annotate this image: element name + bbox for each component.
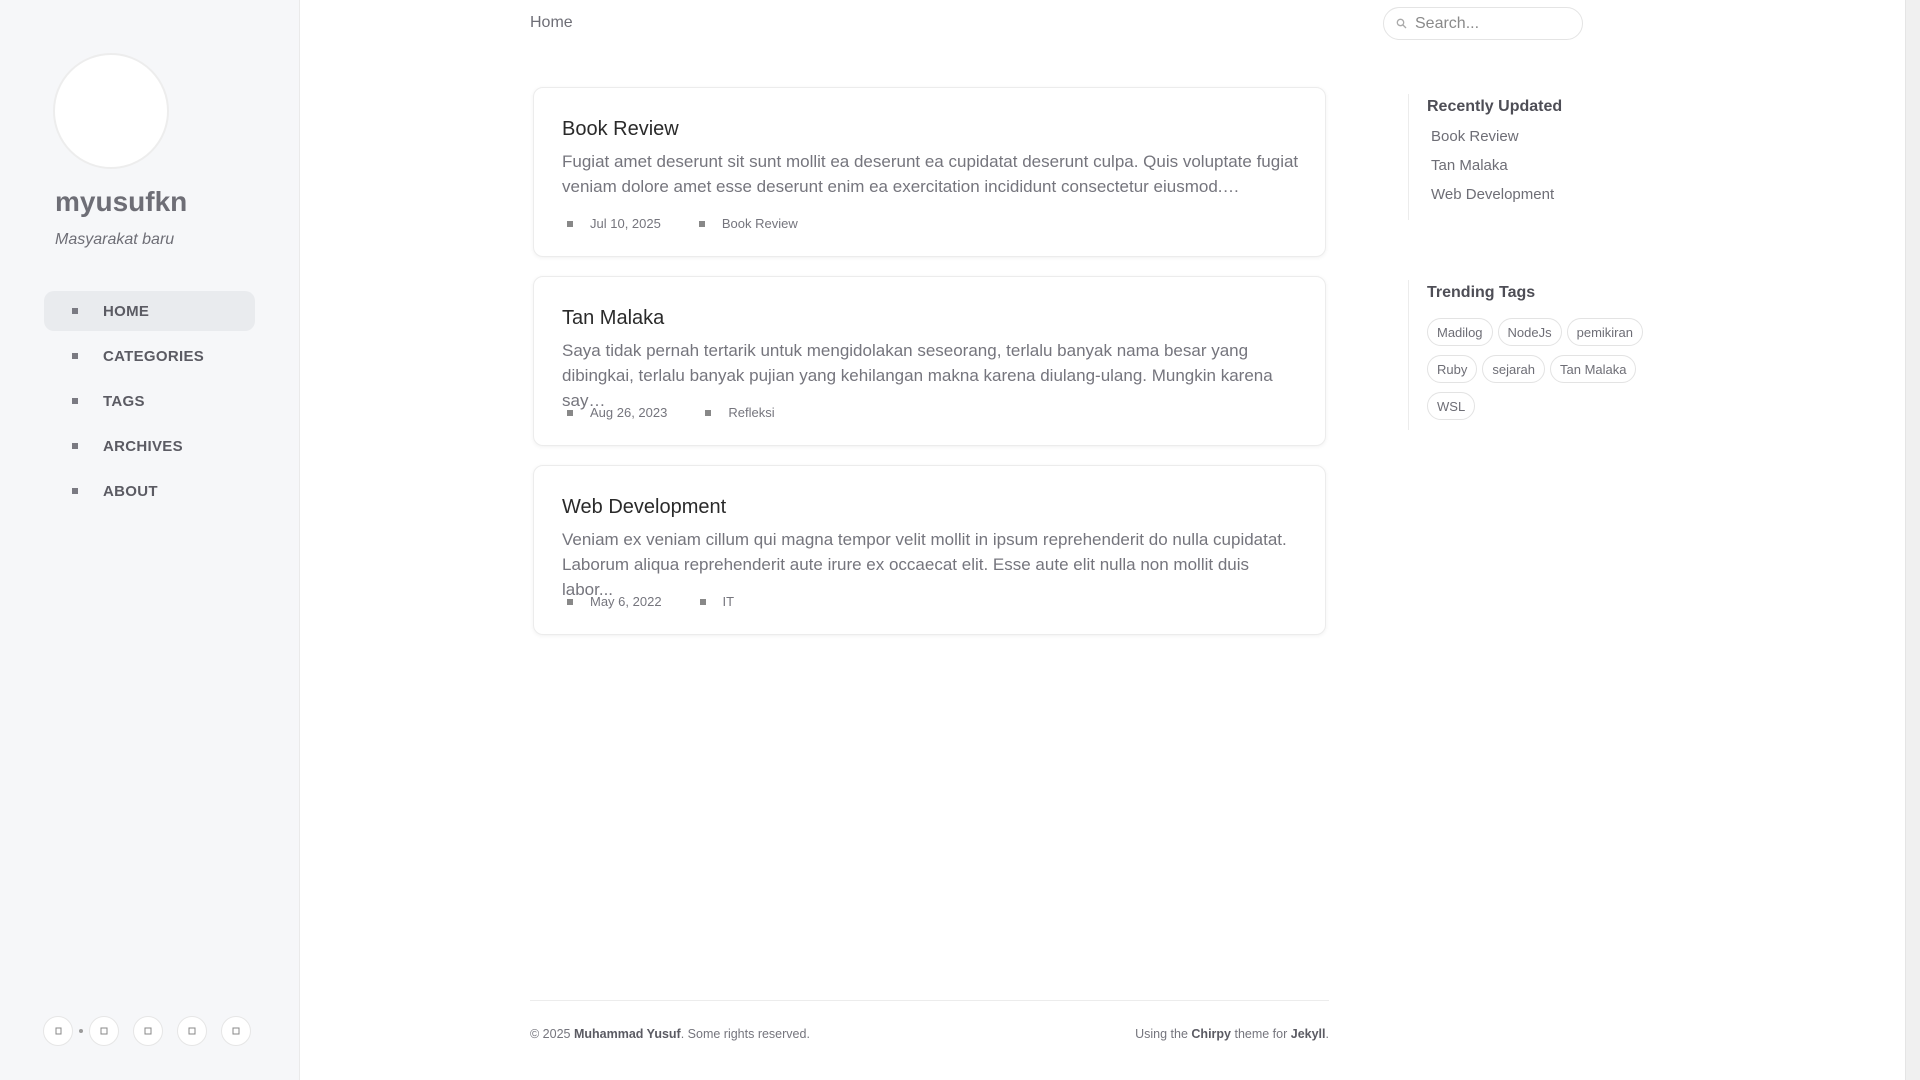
site-subtitle: Masyarakat baru [55,231,175,248]
rights-text: . Some rights reserved. [680,1027,810,1041]
footer [530,1000,1329,1041]
post-date: May 6, 2022 [590,594,662,609]
post-card-book-review[interactable] [533,87,1326,257]
twitter-button[interactable] [133,1016,163,1046]
avatar[interactable] [53,53,169,169]
rss-button[interactable] [221,1016,251,1046]
recently-updated-heading: Recently Updated [1427,98,1563,115]
post-date: Aug 26, 2023 [590,405,668,420]
calendar-icon [564,596,576,608]
post-meta [564,594,734,609]
sidebar-nav [44,291,255,516]
post-date: Jul 10, 2025 [590,216,661,231]
sidebar-item-label: ABOUT [103,483,158,500]
post-category: IT [722,594,735,609]
tag-list [1427,318,1667,429]
sidebar-item-label: CATEGORIES [103,348,205,365]
sidebar-item-label: HOME [103,303,150,320]
moon-icon [52,1025,64,1037]
calendar-icon [564,218,576,230]
recent-item[interactable]: Tan Malaka [1431,157,1508,174]
author-link[interactable]: Muhammad Yusuf [573,1027,681,1041]
post-title[interactable]: Book Review [562,118,679,140]
sidebar-item-archives[interactable] [44,426,255,466]
post-list [533,87,1326,654]
tag-pemikiran[interactable]: pemikiran [1567,318,1643,346]
tags-icon [68,394,82,408]
theme-mid: theme for [1231,1027,1291,1041]
post-meta [564,405,775,420]
sidebar-item-tags[interactable] [44,381,255,421]
folder-icon [696,218,708,230]
tag-wsl[interactable]: WSL [1427,392,1475,420]
post-card-tan-malaka[interactable] [533,276,1326,446]
home-icon [68,304,82,318]
post-category: Book Review [721,216,798,231]
recent-item[interactable]: Book Review [1431,128,1519,145]
email-icon [186,1025,198,1037]
post-card-web-development[interactable] [533,465,1326,635]
tag-sejarah[interactable]: sejarah [1482,355,1545,383]
email-button[interactable] [177,1016,207,1046]
post-excerpt: Saya tidak pernah tertarik untuk mengidolakan seseorang, terlalu banyak nama besar yang dibingkai, terlalu banyak pujian yang kehilangan makna karena diulang-ulang. Mungkin karena say… [562,341,1273,410]
breadcrumb: Home [530,14,573,31]
recent-item[interactable]: Web Development [1431,186,1555,203]
post-excerpt: Veniam ex veniam cillum qui magna tempor velit mollit in ipsum reprehenderit do nulla cupidatat. Laborum aliqua reprehenderit aute irure ex occaecat elit. Esse aute elit nulla non mollit duis labor... [562,530,1287,599]
using-prefix: Using the [1135,1027,1192,1041]
sidebar-item-home[interactable] [44,291,255,331]
github-button[interactable] [89,1016,119,1046]
sidebar-bottom-buttons [43,1016,265,1046]
twitter-icon [142,1025,154,1037]
sidebar-item-label: TAGS [103,393,145,410]
footer-copyright [530,1027,810,1041]
sidebar-item-about[interactable] [44,471,255,511]
divider-dot [79,1029,83,1033]
search-box[interactable] [1383,7,1583,40]
tag-madilog[interactable]: Madilog [1427,318,1493,346]
info-icon [68,484,82,498]
search-input[interactable] [1415,15,1575,33]
theme-toggle-button[interactable] [43,1016,73,1046]
scrollbar[interactable] [1905,0,1920,1080]
folder-icon [697,596,709,608]
footer-credits [1135,1027,1329,1041]
sidebar [0,0,300,1080]
search-icon [1396,18,1407,29]
stream-icon [68,349,82,363]
trending-tags-panel [1408,280,1668,430]
tag-tan-malaka[interactable]: Tan Malaka [1550,355,1636,383]
post-title[interactable]: Web Development [562,496,727,518]
rss-icon [230,1025,242,1037]
tag-nodejs[interactable]: NodeJs [1498,318,1562,346]
post-category: Refleksi [728,405,775,420]
footer-end: . [1325,1027,1329,1041]
trending-tags-heading: Trending Tags [1427,284,1536,301]
calendar-icon [564,407,576,419]
post-meta [564,216,798,231]
site-title[interactable]: myusufkn [55,186,188,217]
recently-updated-list [1427,128,1668,215]
recently-updated-panel [1408,94,1668,220]
sidebar-item-categories[interactable] [44,336,255,376]
folder-icon [702,407,714,419]
github-icon [98,1025,110,1037]
sidebar-item-label: ARCHIVES [103,438,183,455]
tag-ruby[interactable]: Ruby [1427,355,1477,383]
jekyll-link[interactable]: Jekyll [1290,1027,1326,1041]
chirpy-link[interactable]: Chirpy [1191,1027,1231,1041]
post-title[interactable]: Tan Malaka [562,307,665,329]
copyright-prefix: © 2025 [530,1027,574,1041]
post-excerpt: Fugiat amet deserunt sit sunt mollit ea deserunt ea cupidatat deserunt culpa. Quis voluptate fugiat veniam dolore amet esse deserunt enim ea exercitation incididunt consectetur eiusmod.… [562,152,1299,196]
archive-icon [68,439,82,453]
